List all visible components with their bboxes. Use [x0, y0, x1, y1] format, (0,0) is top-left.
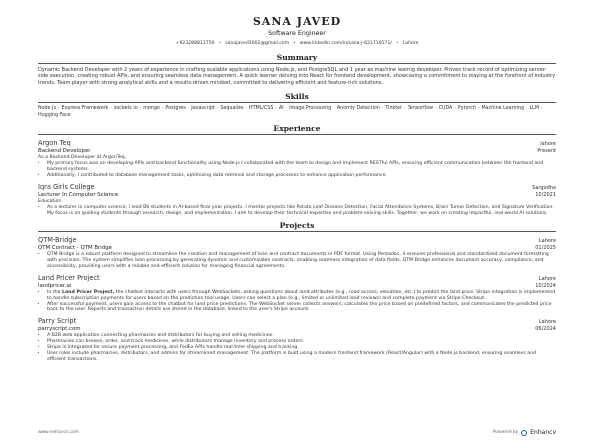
project-name: QTM-Bridge: [38, 236, 77, 245]
phone[interactable]: +923288812759: [175, 41, 215, 46]
employer-name: Iqra Girls College: [38, 183, 95, 192]
bullet-prefix: In the: [47, 289, 63, 295]
skill-item: AI: [278, 105, 284, 111]
candidate-role: Software Engineer: [268, 30, 326, 37]
separator: ·: [139, 105, 142, 111]
separator: ·: [161, 105, 164, 111]
footer-url[interactable]: www.enhancv.com: [38, 430, 79, 435]
separator: ·: [285, 105, 288, 111]
project-location: Lahore: [538, 238, 556, 245]
project-url[interactable]: landpricer.ai: [38, 282, 72, 289]
skill-item: Sequalize: [220, 105, 244, 111]
job-title: Backend Developer: [38, 148, 91, 155]
separator: •: [293, 41, 296, 46]
list-item: • A B2B web application connecting pharmacies and distributors for buying and selling medicines.: [47, 333, 556, 339]
project-name: Land Pricer Project: [38, 273, 100, 282]
powered-by: [493, 429, 556, 436]
project-name: Parry Script: [38, 317, 77, 326]
employer-location: lahore: [540, 141, 556, 148]
bullet-text: the chatbot interacts with users through WebSockets, asking questions about land attributes (e.g., road access, elevation, etc.) to predict the land price. Stripe integration is implemented to handle subscription payments for users based on the prediction tool usage. Users can select a plan (e.g., limited or unlimited land reviews) and complete payment via Stripe Checkout.: [47, 289, 556, 301]
skill-item: LLM: [529, 105, 539, 111]
separator: ·: [333, 105, 335, 111]
location: Lahore: [402, 41, 419, 46]
list-item: • My primary focus was on developing APIs and backend functionality using Node.js I collaborated with the team to design and implement RESTful APIs, ensuring efficient communication between the frontend and backend systems.: [47, 161, 556, 173]
job-date: Present: [537, 148, 556, 155]
project-entry: [38, 236, 556, 270]
list-item: • QTM Bridge is a robust platform designed to streamline the creation and management of loan and contract documents in PDF format. Using Pentadoc, it ensures professional and standardized document formatting with precision. The system simplifies loan processing by generating dynamic and customizable contracts, enabling seamless integration of data fields. QTM Bridge enhances document accuracy, compliance, and accessibility, providing users with a reliable and efficient solution for managing financial agreements.: [47, 252, 556, 270]
project-bullets: [38, 290, 556, 314]
list-item: • After successful payment, users gain access to the chatbot for land price predictions. The WebSocket server collects answers, calculates the price based on predefined factors, and communicates the predicted price back to the user. Reports and transaction details are stored in the database, linked to the user's Stripe account.: [47, 302, 556, 314]
skill-item: CUDA: [438, 105, 453, 111]
summary-heading: Summary: [38, 53, 556, 64]
skill-item: sockets io: [113, 105, 138, 111]
candidate-name: SANA JAVED: [252, 15, 342, 28]
list-item: • User roles include pharmacies, distributors, and admins for streamlined management. The platform is built using a modern frontend framework (React/Angular) with a Node.js backend, ensuring seamless and efficient transactions.: [47, 351, 556, 363]
job-bullets: [38, 161, 556, 179]
project-date: 06/2024: [535, 326, 556, 333]
enhancv-logo-icon: [521, 430, 527, 436]
separator: •: [395, 41, 399, 46]
experience-entry: [38, 183, 556, 217]
skills-heading: Skills: [38, 92, 556, 103]
summary-text: Dynamic Backend Developer with 2 years of experience in crafting scalable applications using Node.js, and PostgreSQL and 1 year as machine learnig developer. Proven track record of optimizing server-side execution, creating robust APIs, and ensuring seamless data management. A quick learner delving into React for frontend development, showcasing a commitment to staying at the forefront of industry trends. Team player with strong analytical skills and a results-driven mindset, committed to delivering efficient and feature-rich solutions.: [38, 67, 556, 86]
list-item: [47, 290, 556, 302]
employer-name: Argon Teq: [38, 139, 71, 148]
project-bullets: [38, 333, 556, 363]
separator: ·: [477, 105, 480, 111]
skill-item: HTML/CSS: [249, 105, 274, 111]
employer-location: Sargodha: [532, 185, 556, 192]
experience-entry: [38, 139, 556, 179]
separator: •: [218, 41, 222, 46]
separator: ·: [275, 105, 277, 111]
separator: ·: [245, 105, 248, 111]
skill-item: Tensorflow: [407, 105, 434, 111]
project-location: Lahore: [538, 319, 556, 326]
job-date: 10/2021: [535, 192, 556, 199]
powered-by-label: Powered by: [492, 430, 519, 435]
project-entry: [38, 274, 556, 314]
separator: ·: [435, 105, 437, 111]
brand-name: Enhancv: [530, 429, 556, 436]
experience-heading: Experience: [38, 124, 556, 135]
list-item: • Pharmacies can browse, order, and track medicines, while distributors manage inventory and process orders.: [47, 339, 556, 345]
projects-heading: Projects: [38, 221, 556, 232]
linkedin-link[interactable]: www.linkedin.com/in/sana-j-621719171/: [299, 41, 392, 46]
email[interactable]: sanajaved1002@gmail.com: [225, 41, 290, 46]
job-bullets: [38, 205, 556, 217]
skill-item: Machine Learning: [481, 105, 524, 111]
separator: ·: [454, 105, 456, 111]
project-entry: [38, 317, 556, 363]
skill-item: Image Processing: [289, 105, 332, 111]
skill-item: Tinkter: [385, 105, 403, 111]
job-intro: As a Backend Developer at ArgonTeq,: [38, 155, 127, 161]
project-date: 01/2025: [535, 245, 556, 252]
project-location: Lahore: [538, 275, 556, 282]
skill-item: Pytorch: [457, 105, 476, 111]
skill-item: mongo: [143, 105, 160, 111]
project-date: 10/2024: [535, 282, 556, 289]
list-item: • Stripe is integrated for secure payment processing, and FedEx APIs handle real-time shipping and tracking.: [47, 345, 556, 351]
skill-item: Node Js: [38, 105, 56, 111]
project-subtitle: QTM Contract - QTM Bridge: [38, 245, 112, 252]
skill-item: Anomly Detection: [336, 105, 380, 111]
job-title: Lecturer In Computer Science: [38, 192, 119, 199]
separator: ·: [404, 105, 406, 111]
skill-item: Javascript: [191, 105, 215, 111]
separator: ·: [57, 105, 60, 111]
skill-item: Postgres: [165, 105, 186, 111]
project-bullets: [38, 252, 556, 270]
project-url[interactable]: parryscript.com: [38, 326, 81, 333]
skill-item: Express Framework: [61, 105, 109, 111]
list-item: • As a lecturer in computer science, I lead BS students in AI-based final year projects. I mentor projects like Potato Leaf Disease Detection, Facial Attendance Systems, Brain Tumor Detection, and Signature Verification. My focus is on guiding students through research, design, and implementation. I aim to develop their technical expertise and problem-solving skills. Together, we work on creating impactful, real-world AI solutions.: [47, 205, 556, 217]
list-item: • Additionally, I contributed to database management tasks, optimizing data retrieval and storage processes to enhance application performance.: [47, 173, 556, 179]
separator: ·: [540, 105, 543, 111]
separator: ·: [110, 105, 112, 111]
separator: ·: [216, 105, 219, 111]
separator: ·: [381, 105, 384, 111]
contact-line: [38, 41, 556, 47]
page-footer: [38, 429, 556, 436]
skill-item: Hugging Face: [38, 112, 71, 118]
job-intro: Education: [38, 199, 62, 205]
skills-list: [38, 106, 556, 120]
separator: ·: [187, 105, 190, 111]
separator: ·: [525, 105, 528, 111]
bullet-bold: Land Pricer Project,: [62, 289, 115, 295]
